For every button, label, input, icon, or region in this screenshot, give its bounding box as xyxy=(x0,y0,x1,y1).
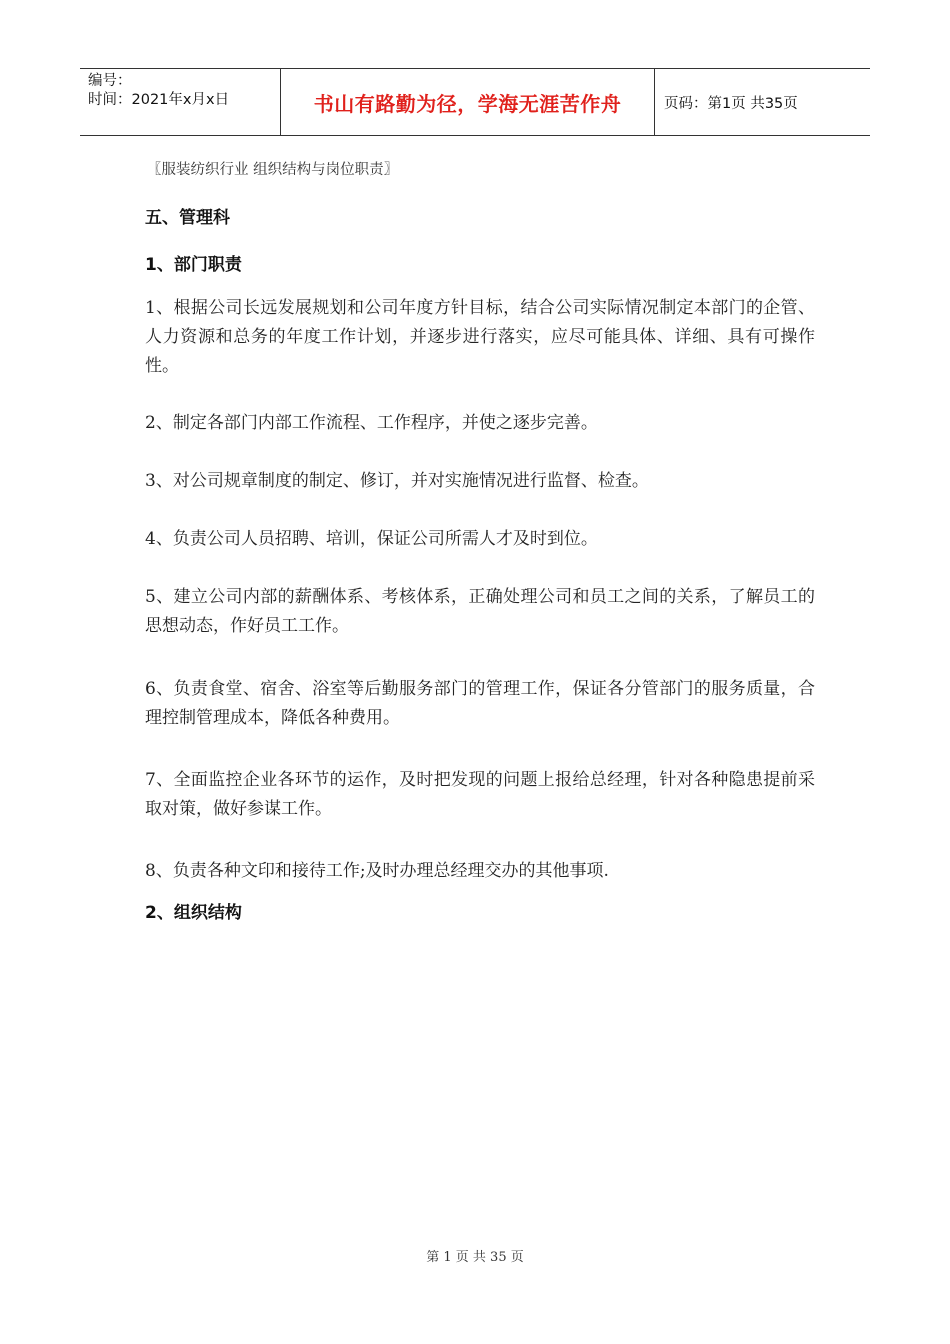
duty-paragraph-4: 4、负责公司人员招聘、培训，保证公司所需人才及时到位。 xyxy=(145,529,598,549)
header-meta xyxy=(80,69,281,135)
document-body xyxy=(145,158,815,926)
page-header xyxy=(80,68,870,136)
document-subtitle: 〖服装纺织行业 组织结构与岗位职责〗 xyxy=(147,162,399,178)
duty-paragraph-7: 7、全面监控企业各环节的运作，及时把发现的问题上报给总经理，针对各种隐患提前采取对策，做好参谋工作。 xyxy=(145,770,815,819)
sub-heading-structure: 2、组织结构 xyxy=(145,903,242,923)
header-motto: 书山有路勤为径，学海无涯苦作舟 xyxy=(281,69,655,135)
section-title: 五、管理科 xyxy=(145,208,230,228)
sub-heading-duties: 1、部门职责 xyxy=(145,255,242,275)
duty-paragraph-1: 1、根据公司长远发展规划和公司年度方针目标，结合公司实际情况制定本部门的企管、人力资源和总务的年度工作计划，并逐步进行落实，应尽可能具体、详细、具有可操作性。 xyxy=(145,298,815,376)
document-date: 时间：2021年x月x日 xyxy=(88,92,230,108)
page-footer: 第 1 页 共 35 页 xyxy=(426,1250,524,1265)
duty-paragraph-2: 2、制定各部门内部工作流程、工作程序，并使之逐步完善。 xyxy=(145,413,598,433)
duty-paragraph-8: 8、负责各种文印和接待工作;及时办理总经理交办的其他事项. xyxy=(145,861,609,881)
document-number: 编号： xyxy=(88,73,132,89)
duty-paragraph-3: 3、对公司规章制度的制定、修订，并对实施情况进行监督、检查。 xyxy=(145,471,649,491)
header-page-number: 页码：第1页 共35页 xyxy=(664,95,798,112)
duty-paragraph-5: 5、建立公司内部的薪酬体系、考核体系，正确处理公司和员工之间的关系，了解员工的思想动态，作好员工工作。 xyxy=(145,587,815,636)
duty-paragraph-6: 6、负责食堂、宿舍、浴室等后勤服务部门的管理工作，保证各分管部门的服务质量，合理控制管理成本，降低各种费用。 xyxy=(145,679,815,728)
